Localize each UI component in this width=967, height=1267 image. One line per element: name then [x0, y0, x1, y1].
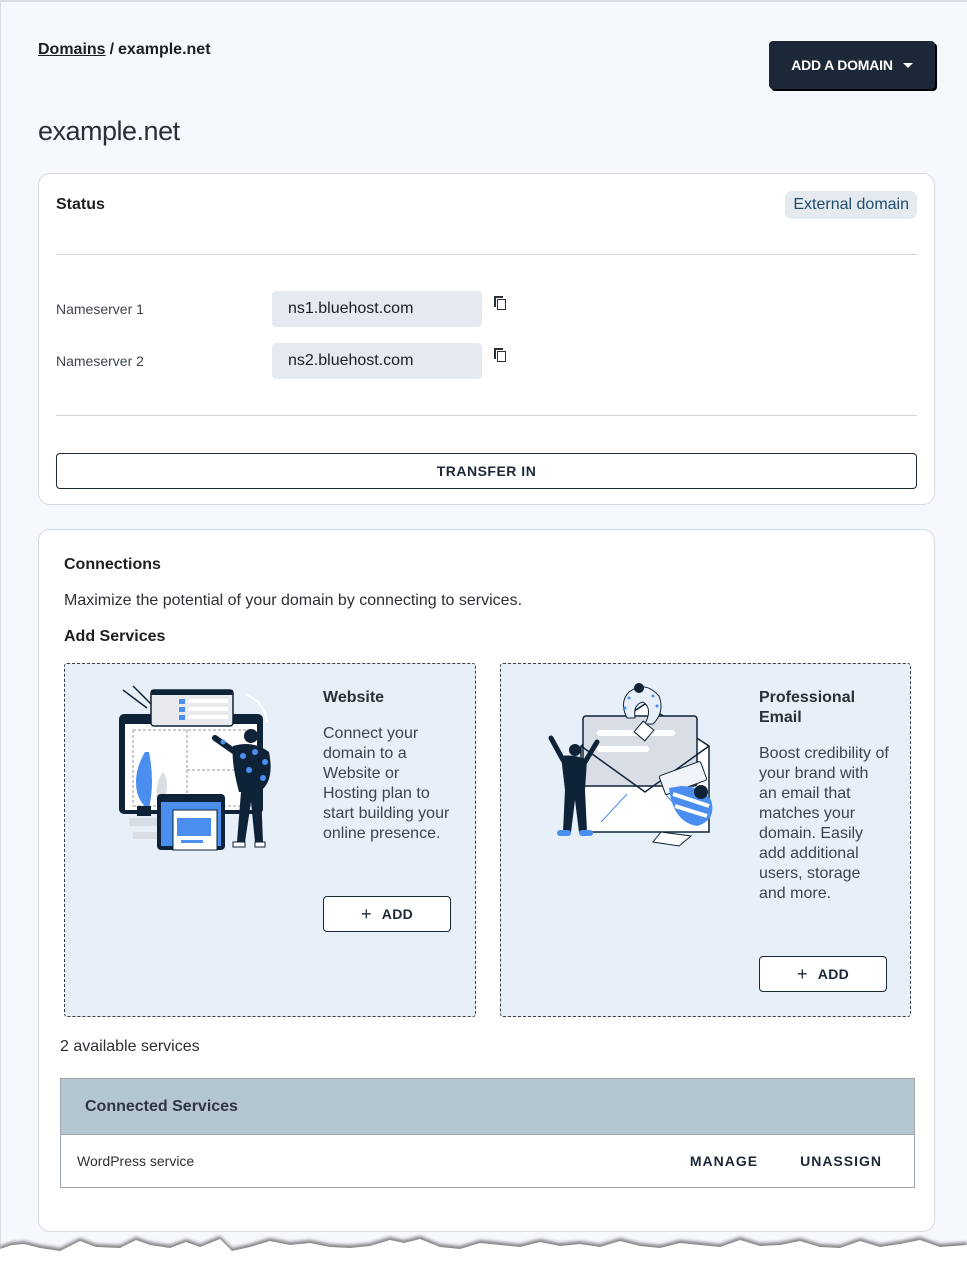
add-a-domain-label: ADD A DOMAIN	[791, 57, 893, 73]
status-card	[38, 173, 935, 505]
service-card-website	[64, 663, 476, 1017]
plus-icon: +	[360, 904, 372, 924]
nameserver-value: ns1.bluehost.com	[272, 291, 482, 327]
connected-service-name: WordPress service	[77, 1153, 195, 1169]
service-card-professional-email	[500, 663, 911, 1017]
service-description: Connect your domain to a Website or Hosting plan to start building your online presence.	[323, 725, 450, 842]
add-services-title: Add Services	[64, 628, 166, 645]
add-professional-email-button[interactable]	[759, 956, 887, 992]
add-button-label: ADD	[381, 906, 414, 922]
service-name: Website	[323, 689, 385, 706]
nameserver-label: Nameserver 2	[56, 353, 144, 369]
torn-edge-decoration	[0, 1232, 967, 1267]
nameserver-label: Nameserver 1	[56, 301, 144, 317]
breadcrumb-separator: /	[109, 41, 115, 58]
add-a-domain-button[interactable]	[769, 41, 935, 89]
manage-button[interactable]: MANAGE	[689, 1153, 759, 1169]
nameserver-value: ns2.bluehost.com	[272, 343, 482, 379]
available-services-count: 2 available services	[60, 1038, 200, 1055]
service-name: Professional Email	[759, 689, 856, 726]
divider	[56, 254, 917, 255]
divider	[56, 415, 917, 416]
connections-title: Connections	[64, 556, 161, 573]
website-builder-illustration	[105, 682, 285, 852]
breadcrumb	[38, 41, 211, 59]
email-envelope-illustration	[541, 682, 721, 852]
copy-icon[interactable]	[494, 348, 508, 364]
copy-icon[interactable]	[494, 296, 508, 312]
add-button-label: ADD	[817, 966, 850, 982]
connected-services-table	[60, 1078, 915, 1188]
service-text	[759, 688, 889, 904]
table-row	[61, 1135, 914, 1187]
nameserver-row-2	[56, 343, 508, 379]
service-description: Boost credibility of your brand with an email that matches your domain. Easily add additional users, storage and more.	[759, 745, 889, 902]
add-website-button[interactable]	[323, 896, 451, 932]
page-title: example.net	[38, 116, 180, 146]
service-text	[323, 688, 453, 844]
breadcrumb-domains-link[interactable]: Domains	[38, 41, 106, 58]
connections-card	[38, 529, 935, 1232]
connected-services-header: Connected Services	[61, 1079, 914, 1135]
connections-description: Maximize the potential of your domain by connecting to services.	[64, 592, 523, 609]
nameserver-row-1	[56, 291, 508, 327]
unassign-button[interactable]: UNASSIGN	[800, 1153, 882, 1169]
transfer-in-button[interactable]: TRANSFER IN	[56, 453, 917, 489]
breadcrumb-current: example.net	[118, 41, 211, 58]
status-title: Status	[56, 196, 105, 213]
plus-icon: +	[796, 964, 808, 984]
external-domain-badge: External domain	[785, 191, 917, 219]
caret-down-icon	[903, 63, 913, 68]
